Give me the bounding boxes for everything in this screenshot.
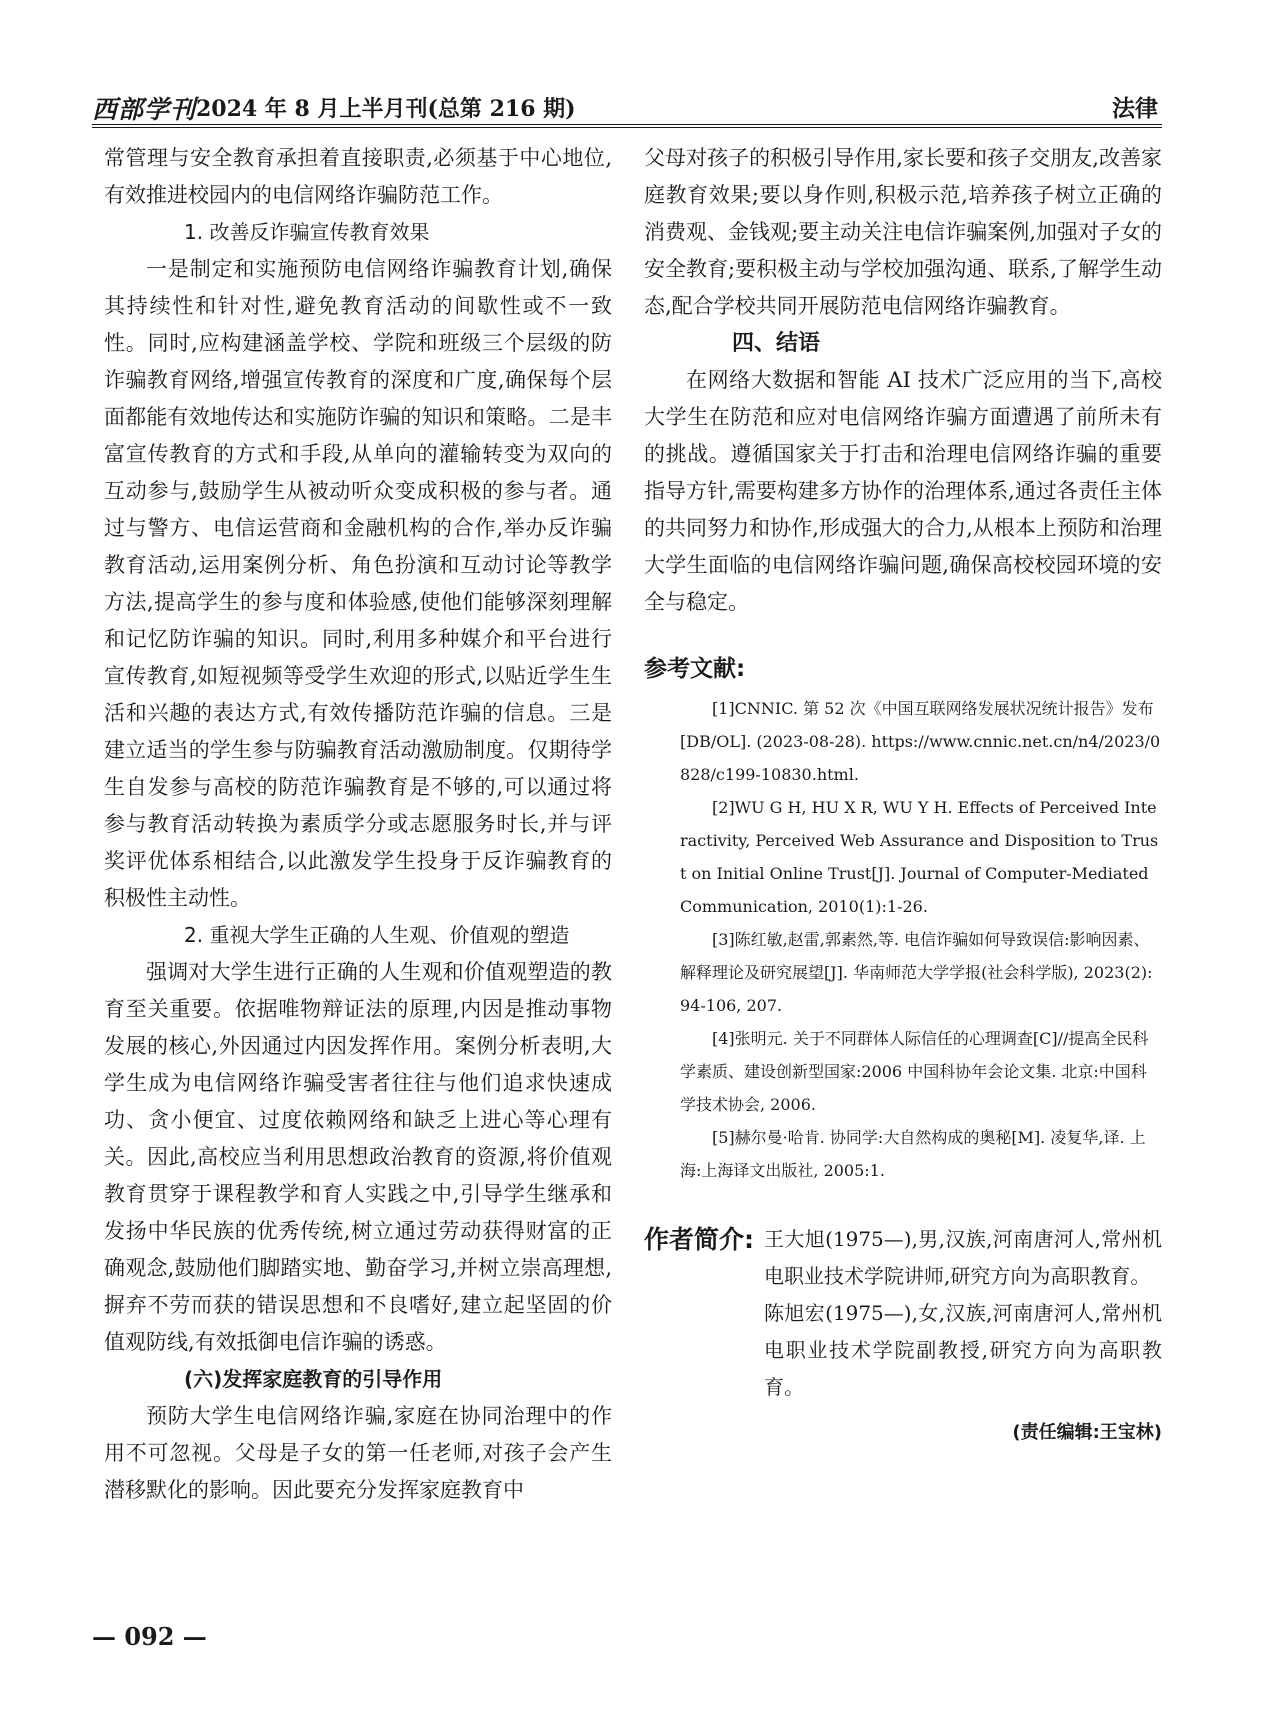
author-bio (644, 1221, 1162, 1406)
subsection-heading: 1. 改善反诈骗宣传教育效果 (184, 220, 430, 244)
paragraph: 父母对孩子的积极引导作用,家长要和孩子交朋友,改善家庭教育效果;要以身作则,积极示范,培养孩子树立正确的消费观、金钱观;要主动关注电信诈骗案例,加强对子女的安全教育;要积极主动与学校加强沟通、联系,了解学生动态,配合学校共同开展防范电信网络诈骗教育。 (644, 146, 1162, 318)
right-column (644, 140, 1162, 1451)
subsection-heading: 2. 重视大学生正确的人生观、价值观的塑造 (184, 923, 570, 947)
page-header (92, 84, 1162, 128)
author-entry: 王大旭(1975—),男,汉族,河南唐河人,常州机电职业技术学院讲师,研究方向为高职教育。 (764, 1227, 1162, 1288)
author-label: 作者简介: (644, 1225, 754, 1254)
journal-issue: 2024 年 8 月上半月刊(总第 216 期) (196, 96, 576, 122)
paragraph: 在网络大数据和智能 AI 技术广泛应用的当下,高校大学生在防范和应对电信网络诈骗方面遭遇了前所未有的挑战。遵循国家关于打击和治理电信网络诈骗的重要指导方针,需要构建多方协作的治理体系,通过各责任主体的共同努力和协作,形成强大的合力,从根本上预防和治理大学生面临的电信网络诈骗问题,确保高校校园环境的安全与稳定。 (644, 368, 1162, 614)
section-heading: (六)发挥家庭教育的引导作用 (184, 1367, 443, 1391)
paragraph: 预防大学生电信网络诈骗,家庭在协同治理中的作用不可忽视。父母是子女的第一任老师,对孩子会产生潜移默化的影响。因此要充分发挥家庭教育中 (104, 1404, 612, 1502)
paragraph: 一是制定和实施预防电信网络诈骗教育计划,确保其持续性和针对性,避免教育活动的间歇性或不一致性。同时,应构建涵盖学校、学院和班级三个层级的防诈骗教育网络,增强宣传教育的深度和广度,确保每个层面都能有效地传达和实施防诈骗的知识和策略。二是丰富宣传教育的方式和手段,从单向的灌输转变为双向的互动参与,鼓励学生从被动听众变成积极的参与者。通过与警方、电信运营商和金融机构的合作,举办反诈骗教育活动,运用案例分析、角色扮演和互动讨论等教学方法,提高学生的参与度和体验感,使他们能够深刻理解和记忆防诈骗的知识。同时,利用多种媒介和平台进行宣传教育,如短视频等受学生欢迎的形式,以贴近学生生活和兴趣的表达方式,有效传播防范诈骗的信息。三是建立适当的学生参与防骗教育活动激励制度。仅期待学生自发参与高校的防范诈骗教育是不够的,可以通过将参与教育活动转换为素质学分或志愿服务时长,并与评奖评优体系相结合,以此激发学生投身于反诈骗教育的积极性主动性。 (104, 257, 612, 910)
references-title: 参考文献: (644, 656, 746, 682)
journal-logo: 西部学刊 (92, 95, 197, 124)
section-tag: 法律 (1112, 96, 1158, 122)
responsible-editor: (责任编辑:王宝林) (1012, 1422, 1162, 1443)
reference-item: [5]赫尔曼·哈肯. 协同学:大自然构成的奥秘[M]. 凌复华,译. 上海:上海译文出版社, 2005:1. (680, 1128, 1146, 1180)
page-number: — 092 — (92, 1622, 207, 1651)
author-entry: 陈旭宏(1975—),女,汉族,河南唐河人,常州机电职业技术学院副教授,研究方向为高职教育。 (764, 1301, 1162, 1399)
reference-item: [4]张明元. 关于不同群体人际信任的心理调查[C]//提高全民科学素质、建设创新型国家:2006 中国科协年会论文集. 北京:中国科学技术协会, 2006. (680, 1029, 1149, 1114)
paragraph: 强调对大学生进行正确的人生观和价值观塑造的教育至关重要。依据唯物辩证法的原理,内因是推动事物发展的核心,外因通过内因发挥作用。案例分析表明,大学生成为电信网络诈骗受害者往往与他们追求快速成功、贪小便宜、过度依赖网络和缺乏上进心等心理有关。因此,高校应当利用思想政治教育的资源,将价值观教育贯穿于课程教学和育人实践之中,引导学生继承和发扬中华民族的优秀传统,树立通过劳动获得财富的正确观念,鼓励他们脚踏实地、勤奋学习,并树立崇高理想,摒弃不劳而获的错误思想和不良嗜好,建立起坚固的价值观防线,有效抵御电信诈骗的诱惑。 (104, 960, 612, 1354)
paragraph: 常管理与安全教育承担着直接职责,必须基于中心地位,有效推进校园内的电信网络诈骗防范工作。 (104, 146, 612, 207)
reference-list (644, 692, 1162, 1187)
reference-item: [3]陈红敏,赵雷,郭素然,等. 电信诈骗如何导致误信:影响因素、解释理论及研究展望[J]. 华南师范大学学报(社会科学版), 2023(2):94-106, 207. (680, 930, 1153, 1015)
reference-item: [1]CNNIC. 第 52 次《中国互联网络发展状况统计报告》发布[DB/OL]. (2023-08-28). https://www.cnnic.net.cn/n4/2023/0828/c199-10830.html. (680, 699, 1161, 784)
left-column (104, 140, 612, 1509)
reference-item: [2]WU G H, HU X R, WU Y H. Effects of Perceived Interactivity, Perceived Web Assurance and Disposition to Trust on Initial Online Trust[J]. Journal of Computer-Mediated Communication, 2010(1):1-26. (680, 798, 1159, 916)
section-heading: 四、结语 (732, 331, 821, 356)
